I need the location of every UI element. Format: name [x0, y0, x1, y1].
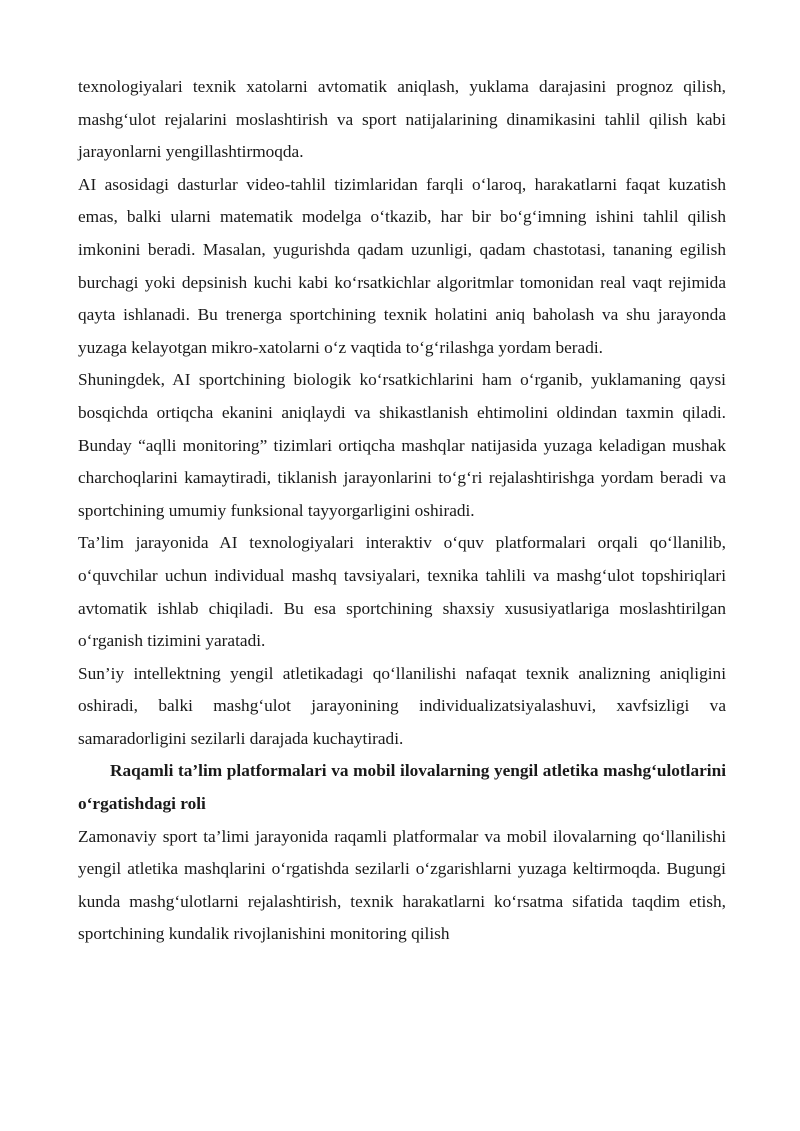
section-heading: Raqamli ta’lim platformalari va mobil ilovalarning yengil atletika mashg‘ulotlarini o‘rgatishdagi roli [78, 761, 726, 814]
document-page [78, 71, 726, 951]
paragraph-ai-programs: AI asosidagi dasturlar video-tahlil tizimlaridan farqli o‘laroq, harakatlarni faqat kuzatish emas, balki ularni matematik modelga o‘tkazib, har bir bo‘g‘imning ishini tahlil qilish imkonini beradi. Masalan, yugurishda qadam uzunligi, qadam chastotasi, tananing egilish burchagi yoki depsinish kuchi kabi ko‘rsatkichlar algoritmlar tomonidan real vaqt rejimida qayta ishlanadi. Bu trenerga sportchining texnik holatini aniq baholash va shu jarayonda yuzaga kelayotgan mikro-xatolarni o‘z vaqtida to‘g‘rilashga yordam beradi. [78, 174, 726, 357]
paragraph-education-process: Ta’lim jarayonida AI texnologiyalari interaktiv o‘quv platformalari orqali qo‘llanilib, o‘quvchilar uchun individual mashq tavsiyalari, texnika tahlili va mashg‘ulot topshiriqlari avtomatik ishlab chiqiladi. Bu esa sportchining shaxsiy xususiyatlariga moslashtirilgan o‘rganish tizimini yaratadi. [78, 533, 726, 651]
paragraph-ai-technologies-continued: texnologiyalari texnik xatolarni avtomatik aniqlash, yuklama darajasini prognoz qilish, mashg‘ulot rejalarini moslashtirish va sport natijalarining dinamikasini tahlil qilish kabi jarayonlarni yengillashtirmoqda. [78, 77, 726, 162]
paragraph-digital-platforms: Zamonaviy sport ta’limi jarayonida raqamli platformalar va mobil ilovalarning qo‘llanilishi yengil atletika mashqlarini o‘rgatishda sezilarli o‘zgarishlarni yuzaga keltirmoqda. Bugungi kunda mashg‘ulotlarni rejalashtirish, texnik harakatlarni ko‘rsatma sifatida taqdim etish, sportchining kundalik rivojlanishini monitoring qilish [78, 826, 726, 944]
paragraph-biological-indicators: Shuningdek, AI sportchining biologik ko‘rsatkichlarini ham o‘rganib, yuklamaning qaysi bosqichda ortiqcha ekanini aniqlaydi va shikastlanish ehtimolini oldindan taxmin qiladi. Bunday “aqlli monitoring” tizimlari ortiqcha mashqlar natijasida yuzaga keladigan mushak charchoqlarini kamaytiradi, tiklanish jarayonlarini to‘g‘ri rejalashtirishga yordam beradi va sportchining umumiy funksional tayyorgarligini oshiradi. [78, 370, 726, 520]
paragraph-ai-conclusion: Sun’iy intellektning yengil atletikadagi qo‘llanilishi nafaqat texnik analizning aniqligini oshiradi, balki mashg‘ulot jarayonining individualizatsiyalashuvi, xavfsizligi va samaradorligini sezilarli darajada kuchaytiradi. [78, 663, 726, 748]
